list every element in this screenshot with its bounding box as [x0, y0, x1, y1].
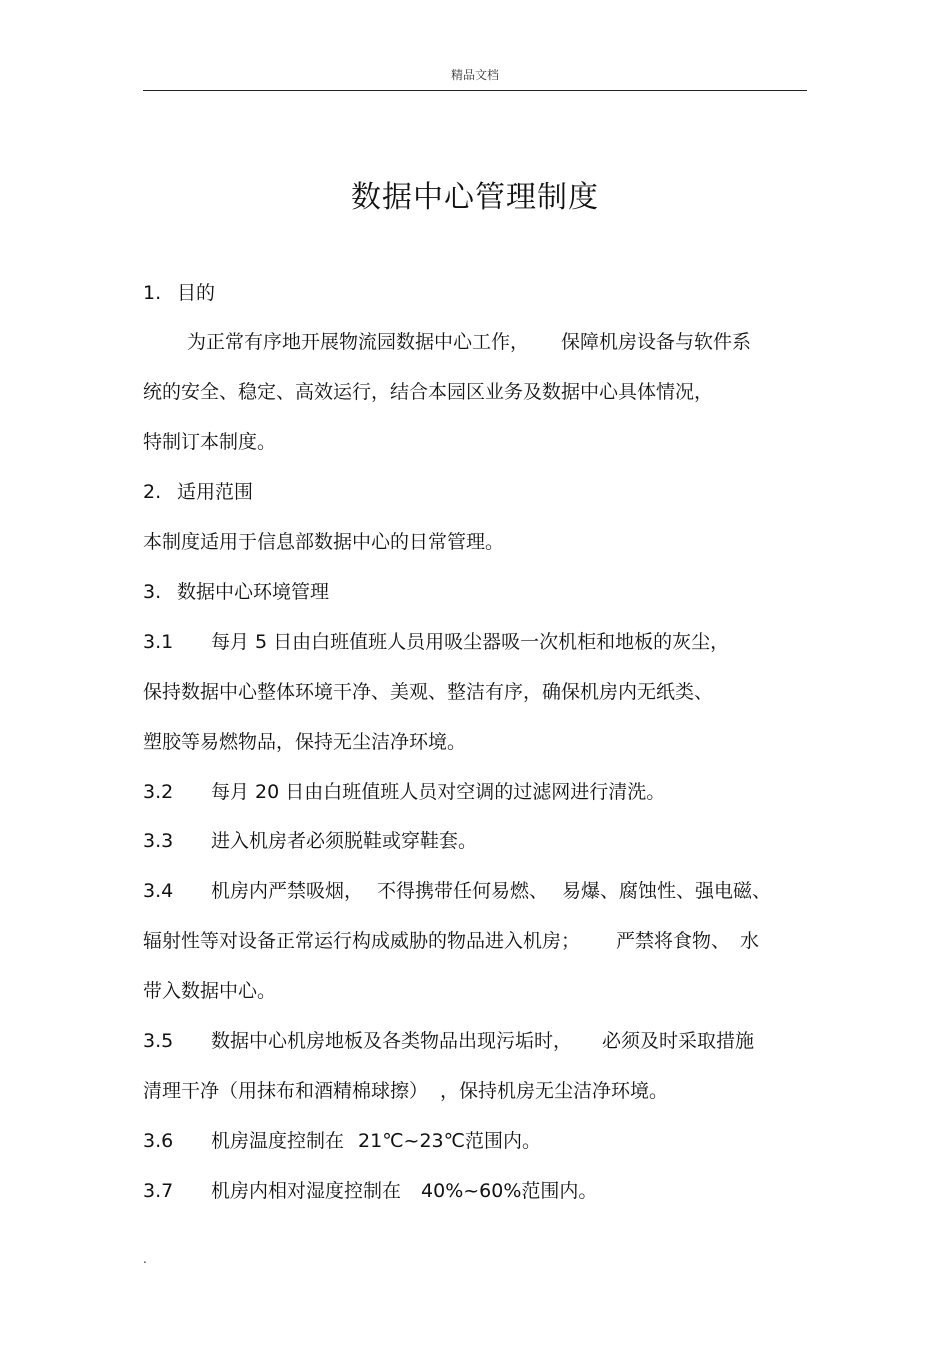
text-fragment: 易爆、腐蚀性、强电磁、	[562, 880, 772, 902]
paragraph-line: 塑胶等易燃物品，保持无尘洁净环境。	[143, 731, 467, 753]
clause-number: 3.4	[143, 880, 174, 902]
paragraph-line: 特制订本制度。	[143, 431, 277, 453]
clause-number: 3.5	[143, 1030, 174, 1052]
section-1-heading	[143, 280, 215, 306]
paragraph-line: 统的安全、稳定、高效运行，结合本园区业务及数据中心具体情况，	[143, 381, 714, 403]
clause-3-7	[143, 1178, 597, 1204]
section-number: 2.	[143, 481, 162, 503]
text-fragment: 40%~60%范围内。	[421, 1180, 598, 1202]
clause-number: 3.3	[143, 830, 174, 852]
paragraph-line: 本制度适用于信息部数据中心的日常管理。	[143, 531, 505, 553]
clause-3-4	[143, 878, 771, 904]
section-number: 3.	[143, 581, 162, 603]
document-title: 数据中心管理制度	[351, 180, 599, 215]
text-fragment: 每月 20 日由白班值班人员对空调的过滤网进行清洗。	[211, 781, 666, 803]
section-title: 目的	[177, 282, 216, 304]
page-header: 精品文档	[450, 68, 499, 82]
paragraph-line	[187, 329, 751, 355]
text-fragment: 每月 5 日由白班值班人员用吸尘器吸一次机柜和地板的灰尘，	[211, 631, 730, 653]
section-3-heading	[143, 579, 329, 605]
section-number: 1.	[143, 282, 162, 304]
paragraph-line: 带入数据中心。	[143, 980, 277, 1002]
clause-number: 3.1	[143, 631, 174, 653]
text-fragment: 水	[740, 930, 760, 952]
text-fragment: ，保持机房无尘洁净环境。	[440, 1080, 669, 1102]
clause-3-6	[143, 1128, 541, 1154]
text-fragment: 进入机房者必须脱鞋或穿鞋套。	[211, 830, 478, 852]
footer-mark: .	[143, 1252, 147, 1266]
header-rule	[143, 90, 807, 91]
text-fragment: 21℃~23℃范围内。	[358, 1130, 541, 1152]
section-2-heading	[143, 479, 253, 505]
text-fragment: 机房内严禁吸烟，	[211, 880, 364, 902]
paragraph-line	[143, 928, 759, 954]
text-fragment: 辐射性等对设备正常运行构成威胁的物品进入机房；	[143, 930, 581, 952]
section-title: 适用范围	[177, 481, 254, 503]
text-fragment: 清理干净（用抹布和酒精棉球擦）	[143, 1080, 429, 1102]
clause-3-3	[143, 828, 477, 854]
paragraph-line	[143, 1078, 668, 1104]
clause-3-2	[143, 779, 665, 805]
paragraph-line: 保持数据中心整体环境干净、美观、整洁有序，确保机房内无纸类、	[143, 681, 714, 703]
clause-number: 3.6	[143, 1130, 174, 1152]
text-fragment: 不得携带任何易燃、	[377, 880, 549, 902]
text-fragment: 机房温度控制在	[211, 1130, 345, 1152]
clause-number: 3.2	[143, 781, 174, 803]
text-fragment: 保障机房设备与软件系	[561, 331, 752, 353]
clause-3-1	[143, 629, 729, 655]
text-fragment: 机房内相对湿度控制在	[211, 1180, 402, 1202]
clause-3-5	[143, 1028, 754, 1054]
clause-number: 3.7	[143, 1180, 174, 1202]
text-fragment: 数据中心机房地板及各类物品出现污垢时，	[211, 1030, 573, 1052]
text-fragment: 必须及时采取措施	[602, 1030, 755, 1052]
text-fragment: 为正常有序地开展物流园数据中心工作，	[187, 331, 530, 353]
section-title: 数据中心环境管理	[177, 581, 330, 603]
text-fragment: 严禁将食物、	[616, 930, 731, 952]
